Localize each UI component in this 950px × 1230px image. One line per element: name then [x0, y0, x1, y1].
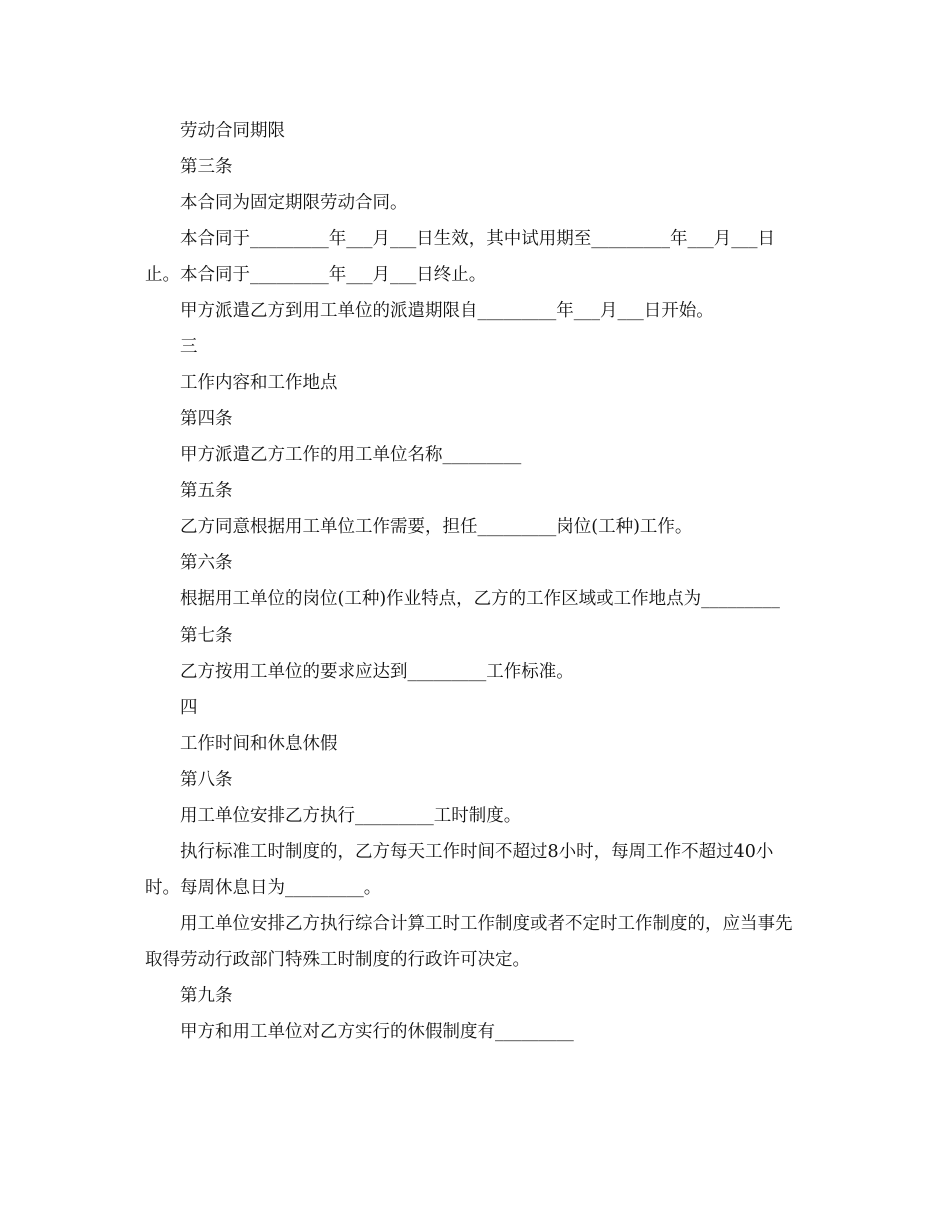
section-title-work-content: 工作内容和工作地点 — [180, 373, 338, 393]
section-title-working-hours: 工作时间和休息休假 — [180, 734, 338, 754]
article-5-heading: 第五条 — [180, 481, 233, 501]
article-7-heading: 第七条 — [180, 626, 233, 646]
article-8-clause-2: 执行标准工时制度的，乙方每天工作时间不超过8小时，每周工作不超过40小时。每周休息日为_________。 — [145, 842, 774, 898]
section-number-3: 三 — [180, 337, 198, 357]
section-title-contract-term: 劳动合同期限 — [180, 121, 285, 141]
article-9-heading: 第九条 — [180, 986, 233, 1006]
article-3-clause-2: 本合同于_________年___月___日生效，其中试用期至_________年___月___日止。本合同于_________年___月___日终止。 — [145, 229, 775, 285]
article-4-clause: 甲方派遣乙方工作的用工单位名称_________ — [180, 445, 522, 465]
article-3-heading: 第三条 — [180, 157, 233, 177]
article-8-heading: 第八条 — [180, 770, 233, 790]
article-5-clause: 乙方同意根据用工单位工作需要，担任_________岗位(工种)工作。 — [180, 517, 693, 537]
article-3-clause-3: 甲方派遣乙方到用工单位的派遣期限自_________年___月___日开始。 — [180, 301, 714, 321]
article-7-clause: 乙方按用工单位的要求应达到_________工作标准。 — [180, 662, 574, 682]
section-number-4: 四 — [180, 698, 198, 718]
article-6-clause: 根据用工单位的岗位(工种)作业特点，乙方的工作区域或工作地点为_________ — [180, 589, 780, 609]
article-6-heading: 第六条 — [180, 553, 233, 573]
article-9-clause: 甲方和用工单位对乙方实行的休假制度有_________ — [180, 1022, 574, 1042]
document-body — [145, 113, 805, 1050]
article-8-clause-3: 用工单位安排乙方执行综合计算工时工作制度或者不定时工作制度的，应当事先取得劳动行政部门特殊工时制度的行政许可决定。 — [145, 914, 793, 970]
article-3-clause-1: 本合同为固定期限劳动合同。 — [180, 193, 408, 213]
article-8-clause-1: 用工单位安排乙方执行_________工时制度。 — [180, 806, 522, 826]
article-4-heading: 第四条 — [180, 409, 233, 429]
